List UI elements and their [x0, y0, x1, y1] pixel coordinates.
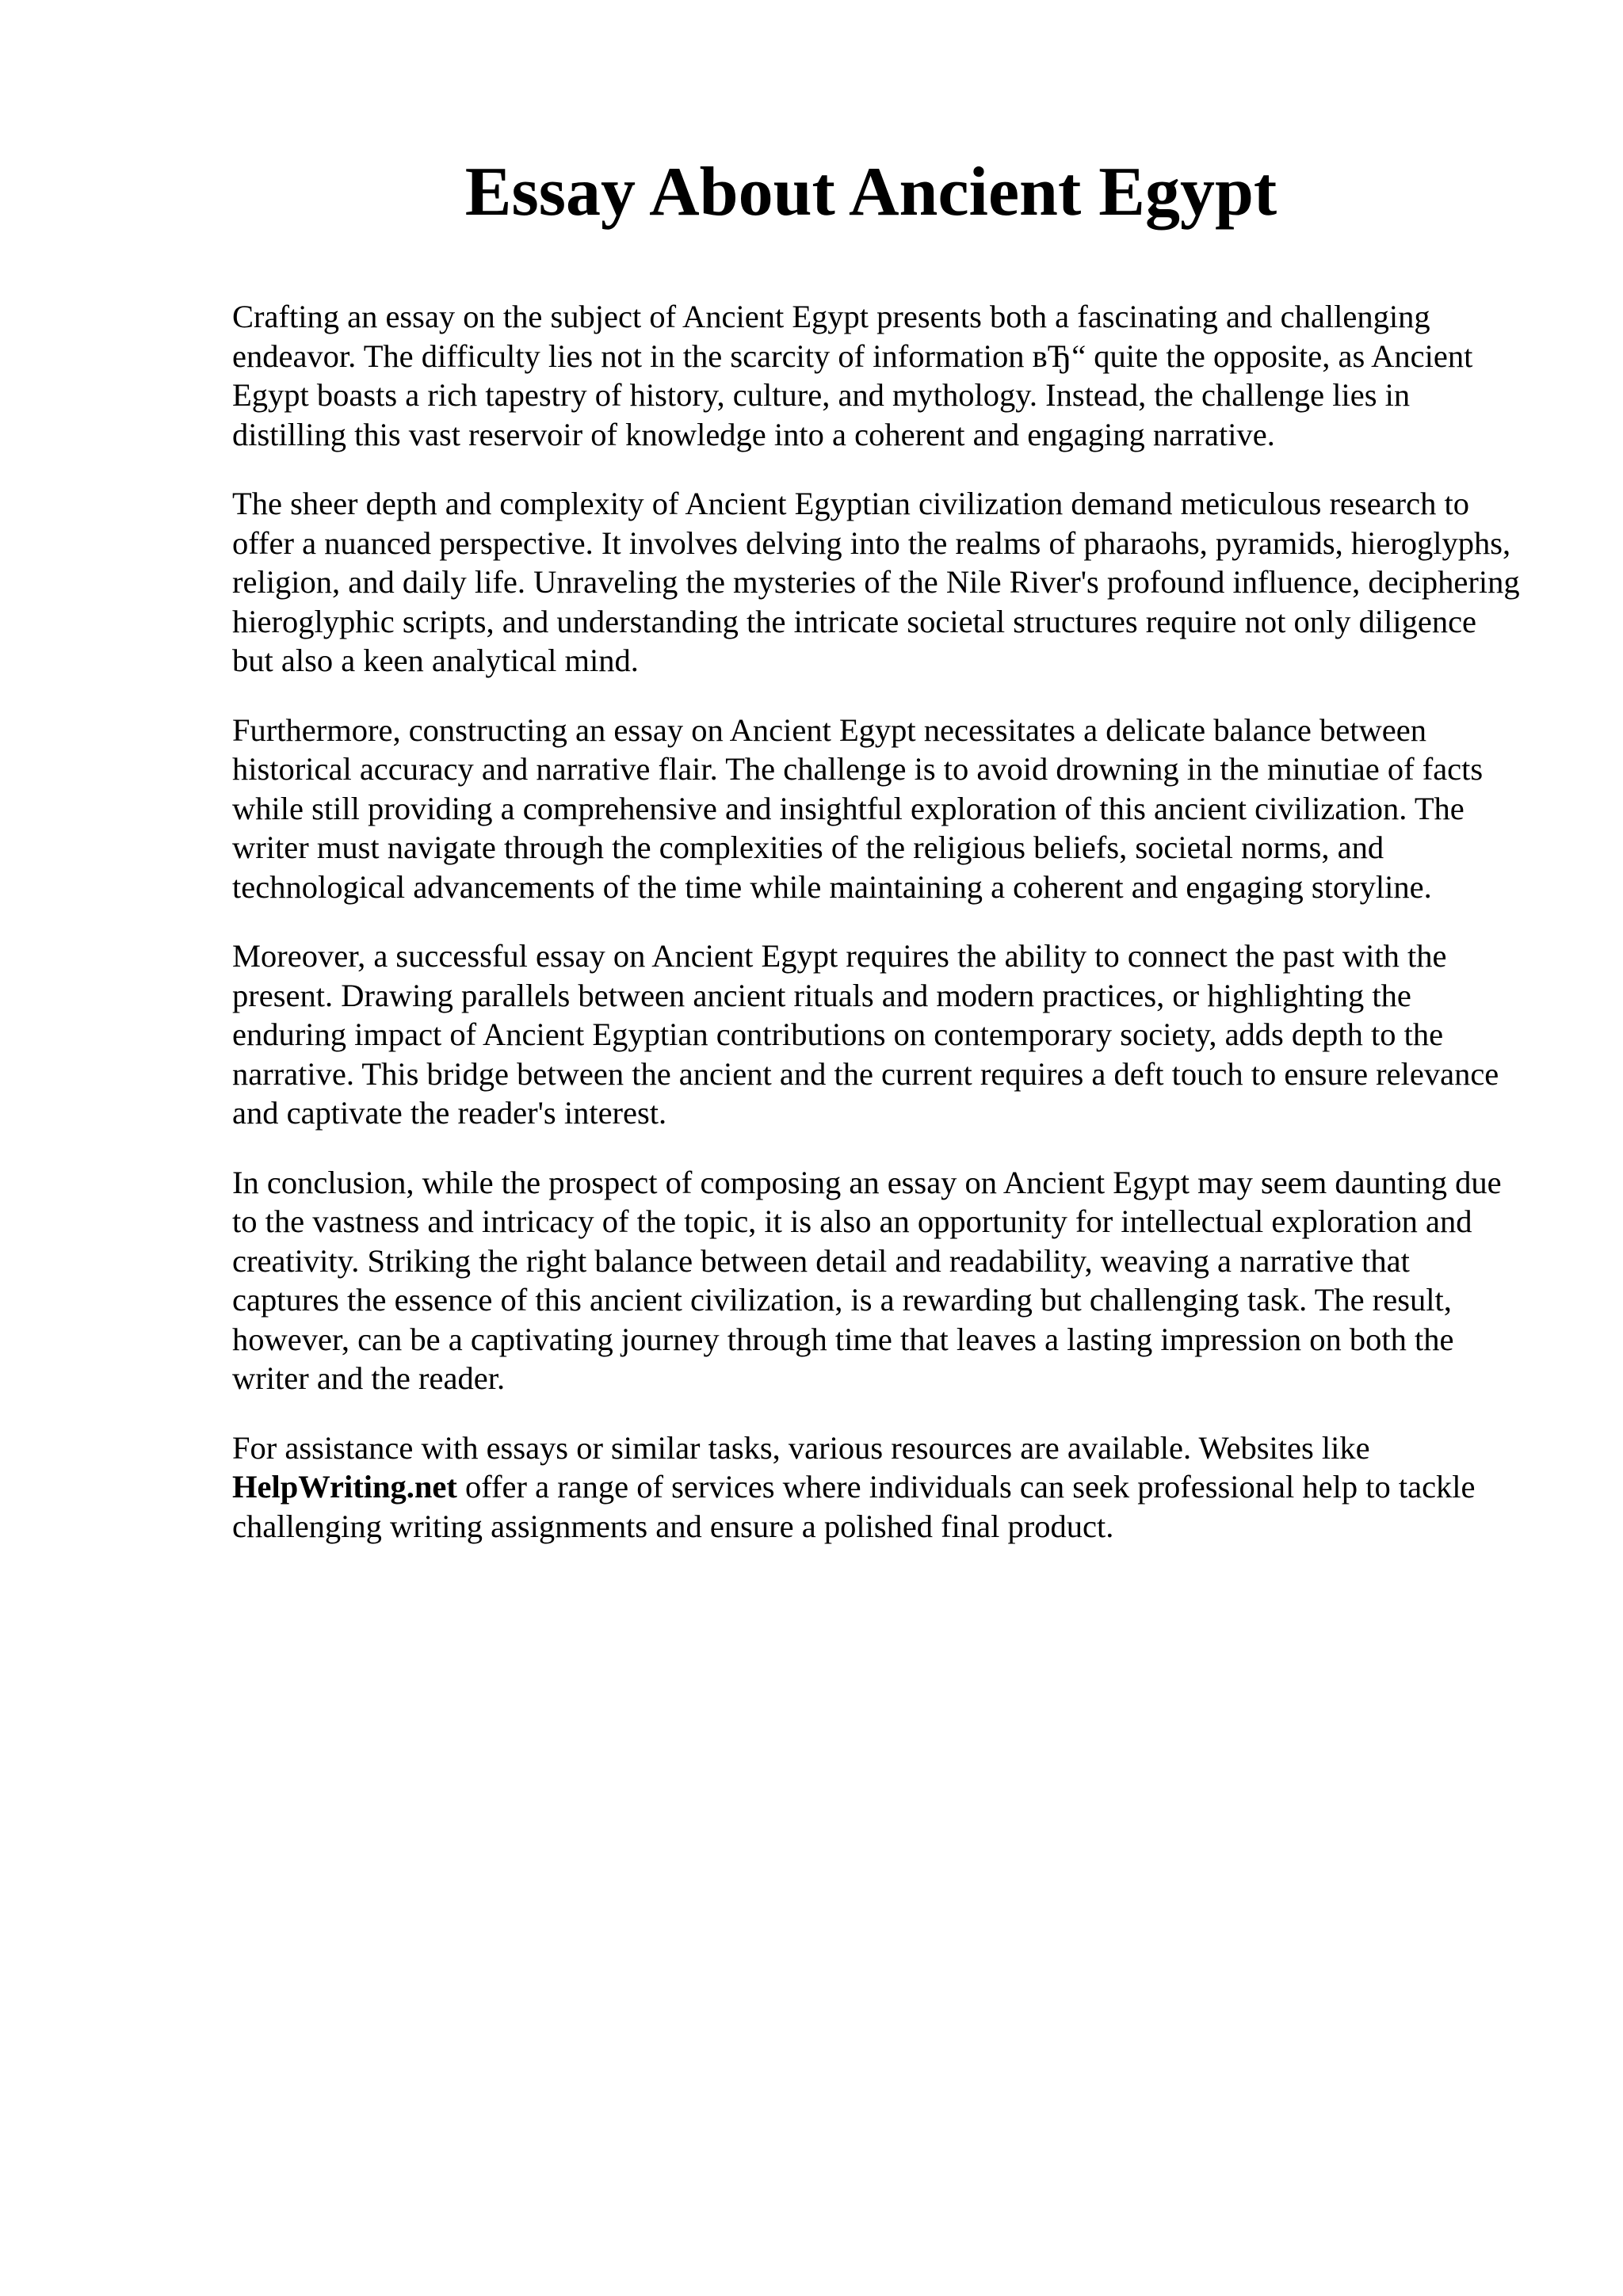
document-body — [232, 297, 1524, 1576]
paragraph-connection: Moreover, a successful essay on Ancient Egypt requires the ability to connect the past with the present. Drawing parallels between ancient rituals and modern practices, or highlighting the enduring impact of Ancient Egyptian contributions on contemporary society, adds depth to the narrative. This bridge between the ancient and the current requires a deft touch to ensure relevance and captivate the reader's interest. — [232, 938, 1499, 1131]
paragraph-balance: Furthermore, constructing an essay on Ancient Egypt necessitates a delicate balance between historical accuracy and narrative flair. The challenge is to avoid drowning in the minutiae of facts while still providing a comprehensive and insightful exploration of this ancient civilization. The writer must navigate through the complexities of the religious beliefs, societal norms, and technological advancements of the time while maintaining a coherent and engaging storyline. — [232, 711, 1484, 905]
paragraph-intro: Crafting an essay on the subject of Ancient Egypt presents both a fascinating and challenging endeavor. The difficulty lies not in the scarcity of information вЂ“ quite the opposite, as Ancient Egypt boasts a rich tapestry of history, culture, and mythology. Instead, the challenge lies in distilling this vast reservoir of knowledge into a coherent and engaging narrative. — [232, 299, 1473, 452]
paragraph-closing — [232, 1428, 1524, 1547]
document-title: Essay About Ancient Egypt — [464, 154, 1277, 231]
helpwriting-brand-link[interactable]: HelpWriting.net — [232, 1469, 457, 1505]
closing-text-after: offer a range of services where individuals can seek professional help to tackle challenging writing assignments and ensure a polished final product. — [232, 1469, 1476, 1544]
closing-text-before: For assistance with essays or similar tasks, various resources are available. Websites like — [232, 1429, 1370, 1466]
paragraph-conclusion: In conclusion, while the prospect of composing an essay on Ancient Egypt may seem daunting due to the vastness and intricacy of the topic, it is also an opportunity for intellectual exploration and creativity. Striking the right balance between detail and readability, weaving a narrative that captures the essence of this ancient civilization, is a rewarding but challenging task. The result, however, can be a captivating journey through time that leaves a lasting impression on both the writer and the reader. — [232, 1164, 1502, 1396]
paragraph-research: The sheer depth and complexity of Ancient Egyptian civilization demand meticulous research to offer a nuanced perspective. It involves delving into the realms of pharaohs, pyramids, hieroglyphs, religion, and daily life. Unraveling the mysteries of the Nile River's profound influence, deciphering hieroglyphic scripts, and understanding the intricate societal structures require not only diligence but also a keen analytical mind. — [232, 486, 1520, 678]
